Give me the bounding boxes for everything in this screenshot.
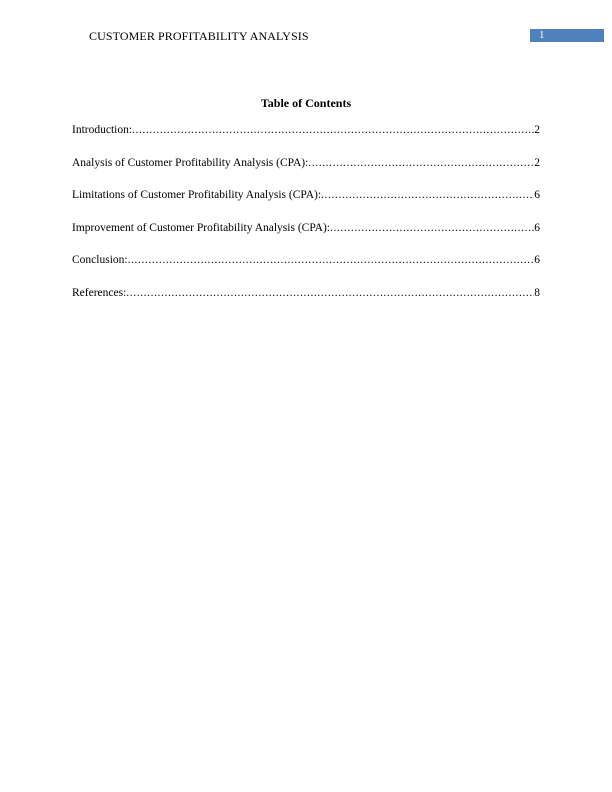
page-number-badge (530, 29, 604, 42)
toc-dot-leader (132, 124, 534, 137)
toc-entry-label: References: (72, 286, 127, 299)
toc-entry-page: 2 (534, 124, 540, 136)
toc-entry-label: Conclusion: (72, 254, 128, 267)
toc-dot-leader (330, 222, 534, 235)
toc-dot-leader (321, 189, 534, 202)
toc-dot-leader (128, 254, 535, 267)
toc-dot-leader (126, 287, 534, 300)
toc-heading: Table of Contents (260, 96, 352, 110)
toc-entry-label: Limitations of Customer Profitability Analysis (CPA): (72, 189, 322, 202)
toc-entry-references[interactable] (72, 287, 540, 320)
header-title: CUSTOMER PROFITABILITY ANALYSIS (89, 29, 309, 43)
toc-entry-label: Improvement of Customer Profitability Analysis (CPA): (72, 221, 330, 234)
toc-entry-page: 6 (534, 189, 540, 202)
toc-entry-page: 6 (534, 254, 540, 267)
table-of-contents (72, 124, 540, 320)
toc-entry-label: Introduction: (72, 124, 133, 136)
toc-entry-improvement[interactable] (72, 222, 540, 255)
toc-entry-page: 8 (534, 286, 540, 299)
toc-entry-conclusion[interactable] (72, 254, 540, 287)
toc-entry-label: Analysis of Customer Profitability Analysis (CPA): (72, 156, 309, 169)
toc-entry-analysis[interactable] (72, 157, 540, 190)
toc-entry-page: 6 (534, 221, 540, 234)
toc-dot-leader (308, 157, 534, 170)
page-number: 1 (539, 29, 545, 41)
toc-entry-limitations[interactable] (72, 189, 540, 222)
toc-entry-page: 2 (534, 156, 540, 169)
toc-entry-introduction[interactable] (72, 124, 540, 157)
